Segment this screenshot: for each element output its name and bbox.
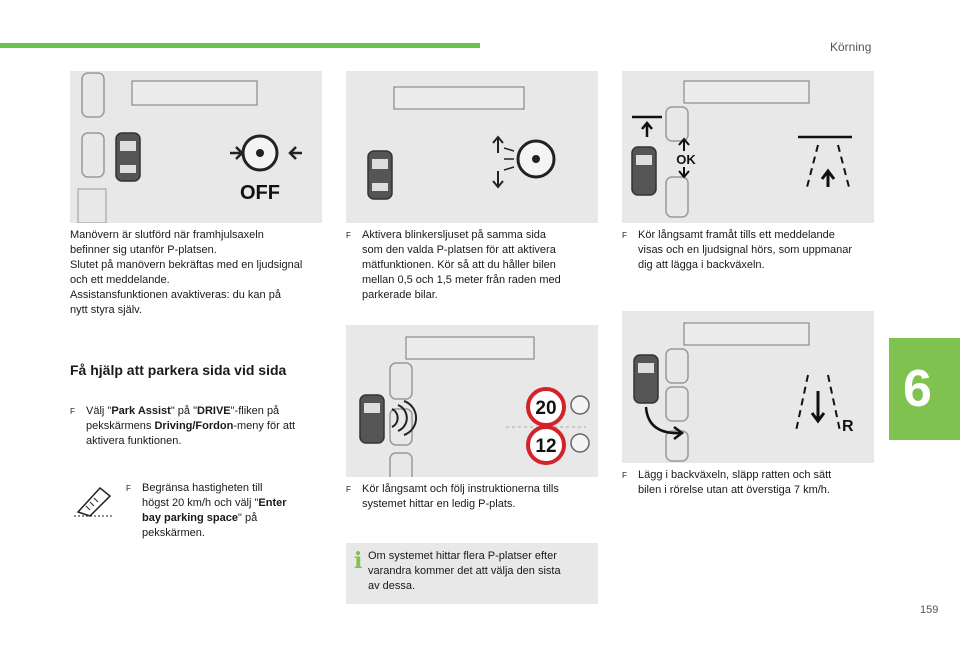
section-title: Körning: [830, 40, 872, 54]
parked-car-icon: [78, 73, 106, 223]
header-accent-bar: [0, 43, 480, 48]
off-label: OFF: [240, 182, 280, 204]
figure-blinker: [346, 71, 598, 223]
parked-car-icon: [390, 363, 412, 477]
info-line: Om systemet hittar flera P-platser efter: [368, 550, 557, 562]
para-line: befinner sig utanför P-platsen.: [70, 244, 217, 256]
r-label: R: [842, 418, 854, 435]
speed-sign-icon: [528, 389, 564, 425]
steering-wheel-icon: [230, 136, 302, 170]
section-heading: Få hjälp att parkera sida vid sida: [70, 362, 287, 378]
bullet-mark: F: [622, 471, 627, 480]
page-number: 159: [920, 604, 939, 616]
speed-sign-icon: [528, 427, 564, 463]
para-line: Assistansfunktionen avaktiveras: du kan på: [70, 289, 281, 301]
info-line: av dessa.: [368, 580, 416, 592]
info-line: varandra kommer det att välja den sista: [368, 565, 561, 577]
figure-speed-guidance: [346, 325, 598, 477]
chapter-tab: [889, 338, 960, 440]
speed-12: 12: [535, 436, 557, 457]
own-car-icon: [632, 147, 656, 195]
bullet-mark: F: [622, 231, 627, 240]
bullet-mark: F: [126, 484, 131, 493]
own-car-icon: [116, 133, 140, 181]
ok-label: OK: [676, 152, 696, 167]
speed-hand-icon: [72, 482, 116, 518]
figure-parking-off: [70, 71, 322, 223]
bullet-mark: F: [70, 407, 75, 416]
bullet-drive-slowly: F Kör långsamt och följ instruktionerna tills systemet hittar en ledig P-plats.: [346, 483, 559, 510]
para-line: och ett meddelande.: [70, 274, 170, 286]
own-car-icon: [634, 355, 658, 403]
para-line: Slutet på manövern bekräftas med en ljudsignal: [70, 259, 303, 271]
bullet-activate-blinker: F Aktivera blinkersljuset på samma sida som den valda P-platsen för att aktivera mätfunktionen. Kör så att du håller bilen mellan 0,5 och 1,5 meter från raden med parkerade bilar.: [346, 229, 561, 301]
bullet-mark: F: [346, 231, 351, 240]
figure-reverse: [622, 311, 874, 463]
completion-paragraph: [70, 228, 330, 318]
steering-wheel-icon: [493, 137, 554, 187]
own-car-icon: [360, 395, 384, 443]
bullet-select-park-assist: F Välj "Park Assist" på "DRIVE"-fliken på pekskärmens Driving/Fordon-meny för att aktivera funktionen.: [70, 405, 296, 447]
own-car-icon: [368, 151, 392, 199]
info-box: [346, 543, 598, 604]
para-line: Manövern är slutförd när framhjulsaxeln: [70, 229, 264, 241]
figure-ok-forward: [622, 71, 874, 223]
info-icon: i: [354, 548, 363, 574]
bullet-reverse: F Lägg i backväxeln, släpp ratten och sätt bilen i rörelse utan att överstiga 7 km/h.: [622, 469, 832, 496]
bullet-mark: F: [346, 485, 351, 494]
bullet-drive-forward: F Kör långsamt framåt tills ett meddelande visas och en ljudsignal hörs, som uppmanar dig att lägga i backväxeln.: [622, 229, 853, 271]
steering-wheel-icon: [571, 396, 589, 452]
speed-20: 20: [535, 398, 557, 419]
bullet-limit-speed: F Begränsa hastigheten till högst 20 km/h och välj "Enter bay parking space" på pekskärmen.: [126, 482, 287, 539]
chapter-number: 6: [903, 360, 932, 418]
parked-car-icon: [666, 349, 688, 461]
para-line: nytt styra själv.: [70, 304, 142, 316]
